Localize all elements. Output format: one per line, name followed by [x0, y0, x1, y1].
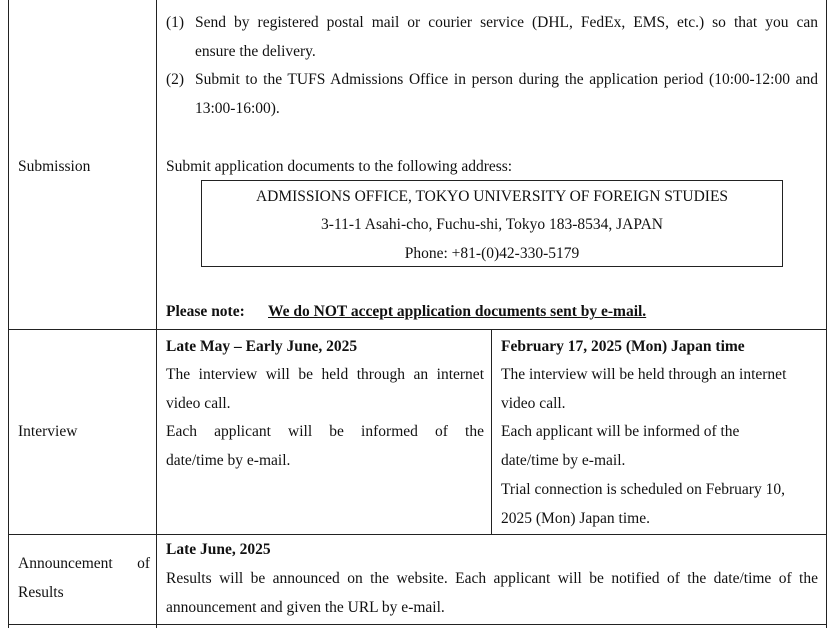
results-line-2: announcement and given the URL by e-mail. [166, 599, 445, 616]
interview-col2-line-1: The interview will be held through an internet [501, 366, 787, 383]
note-label: Please note: [166, 303, 245, 320]
results-row-label-line-1: Announcement of [18, 555, 150, 572]
interview-col1-line-1: The interview will be held through an internet [166, 366, 484, 383]
address-intro: Submit application documents to the following address: [166, 158, 513, 175]
interview-col2-line-2: video call. [501, 395, 566, 412]
interview-col2-date: February 17, 2025 (Mon) Japan time [501, 338, 745, 355]
address-line-phone: Phone: +81-(0)42-330-5179 [404, 245, 580, 262]
method-1-line-1: Send by registered postal mail or courier service (DHL, FedEx, EMS, etc.) so that you can [195, 14, 818, 31]
method-1-line-2: ensure the delivery. [195, 43, 316, 60]
interview-col2-line-6: 2025 (Mon) Japan time. [501, 510, 650, 527]
border-row-submission-interview [8, 329, 827, 330]
border-bottom [8, 624, 827, 625]
method-2-number: (2) [166, 71, 185, 88]
method-1-number: (1) [166, 14, 185, 31]
interview-col2-line-4: date/time by e-mail. [501, 452, 626, 469]
interview-col1-date: Late May – Early June, 2025 [166, 338, 358, 355]
results-row-label-line-2: Results [18, 584, 64, 601]
address-box [201, 180, 783, 267]
interview-col1-line-4: date/time by e-mail. [166, 452, 291, 469]
border-interview-subcolumn [491, 329, 492, 534]
address-line-street: 3-11-1 Asahi-cho, Fuchu-shi, Tokyo 183-8534, JAPAN [321, 216, 663, 233]
results-date: Late June, 2025 [166, 541, 271, 558]
note-text: We do NOT accept application documents sent by e-mail. [268, 303, 647, 320]
interview-col2-line-5: Trial connection is scheduled on February 10, [501, 481, 785, 498]
address-line-office: ADMISSIONS OFFICE, TOKYO UNIVERSITY OF FOREIGN STUDIES [255, 188, 729, 205]
interview-row-label: Interview [18, 423, 78, 440]
interview-col1-line-2: video call. [166, 395, 231, 412]
method-2-line-1: Submit to the TUFS Admissions Office in person during the application period (10:00-12:00 and [195, 71, 818, 88]
interview-col2-line-3: Each applicant will be informed of the [501, 423, 740, 440]
method-2-line-2: 13:00-16:00). [195, 100, 280, 117]
interview-col1-line-3: Each applicant will be informed of the [166, 423, 484, 440]
submission-row-label: Submission [18, 158, 91, 175]
results-line-1: Results will be announced on the website. Each applicant will be notified of the date/time of the [166, 570, 818, 587]
border-row-interview-results [8, 534, 827, 535]
